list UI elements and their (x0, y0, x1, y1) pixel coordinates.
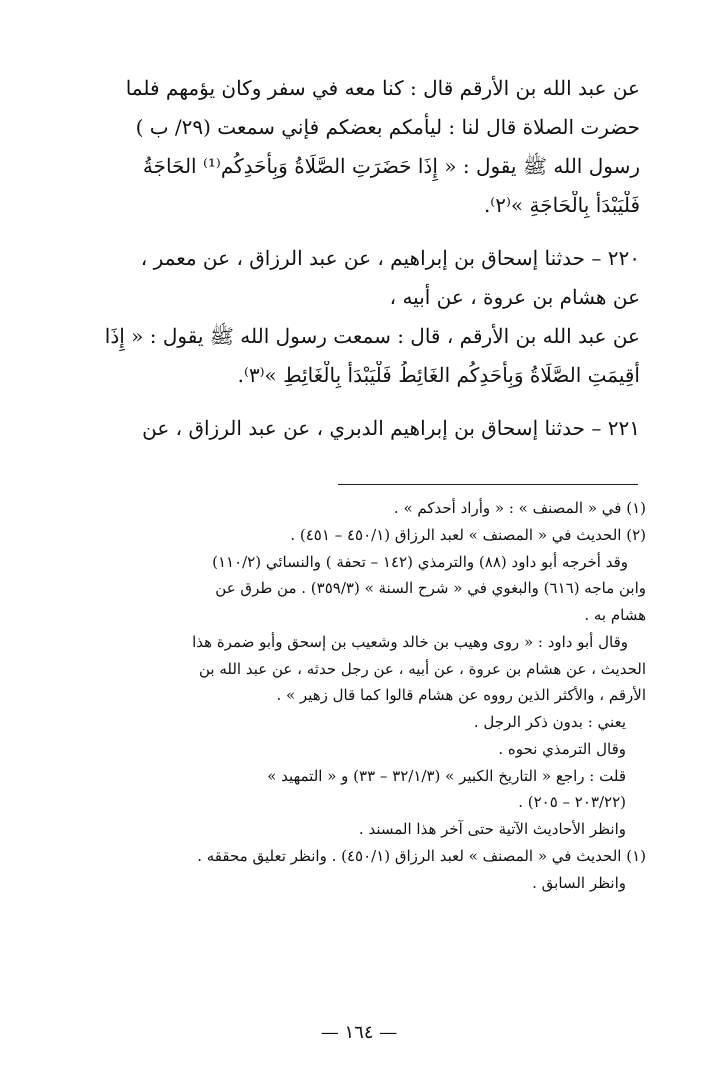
text-line: عن عبد الله بن الأرقم قال : كنا معه في سفر وكان يؤمهم فلما (125, 76, 640, 100)
text-line: رسول الله ﷺ يقول : « إِذَا حَضَرَتِ الصَّلَاةُ وَبِأَحَدِكُم⁽¹⁾ الحَاجَةُ (142, 154, 640, 178)
footnote-line: وقال أبو داود : « روى وهيب بن خالد وشعيب بن إسحق وأبو ضمرة هذا (192, 632, 628, 651)
text-line: ٢٢١ – حدثنا إسحاق بن إبراهيم الدبري ، عن عبد الرزاق ، عن (142, 416, 640, 440)
footnote-line: وانظر السابق . (532, 873, 626, 892)
footnote-line: (١) في « المصنف » : « وأراد أحدكم » . (393, 499, 646, 517)
footnote-line: وقال الترمذي نحوه . (498, 739, 626, 758)
footnote-line: (٢) الحديث في « المصنف » لعبد الرزاق (٤٥٠/١ – ٤٥١) . (290, 525, 646, 544)
footnote-line: هشام به . (584, 606, 646, 624)
text-line: أُقِيمَتِ الصَّلَاةُ وَبِأَحَدِكُم الغَائِطُ فَلْيَبْدَأْ بِالْغَائِطِ »⁽٣⁾. (237, 363, 640, 387)
footnote-divider (338, 484, 638, 485)
text-line: حضرت الصلاة قال لنا : ليأمكم بعضكم فإني سمعت (٢٩/ ب ) (135, 115, 640, 139)
text-line: فَلْيَبْدَأْ بِالْحَاجَةِ »⁽٢⁾. (483, 193, 640, 217)
footnote-line: (٢٠٣/٢٢ – ٢٠٥) . (518, 793, 626, 812)
footnote-line: وقد أخرجه أبو داود (٨٨) والترمذي (١٤٢ – تحفة ) والنسائي (١١٠/٢) (212, 552, 628, 571)
footnote-line: يعني : بدون ذكر الرجل . (473, 713, 626, 731)
page-number: — ١٦٤ — (320, 1022, 398, 1043)
footnote-line: (١) الحديث في « المصنف » لعبد الرزاق (٤٥٠/١) . وانظر تعليق محققه . (197, 846, 646, 865)
footnote-line: الحديث ، عن هشام بن عروة ، عن أبيه ، عن رجل حدثه ، عن عبد الله بن (198, 659, 646, 678)
text-line: ٢٢٠ – حدثنا إسحاق بن إبراهيم ، عن عبد الرزاق ، عن معمر ، (140, 246, 640, 270)
main-text (80, 74, 640, 453)
hadith-221 (80, 414, 640, 443)
footnotes (71, 498, 646, 899)
footnote-line: قلت : راجع « التاريخ الكبير » (٣٢/١/٣ – ٣٣) و « التمهيد » (267, 766, 626, 785)
text-line: عن عبد الله بن الأرقم ، قال : سمعت رسول الله ﷺ يقول : « إِذَا (104, 324, 640, 348)
footnote-line: وانظر الأحاديث الآتية حتى آخر هذا المسند . (358, 820, 626, 838)
hadith-220 (80, 244, 640, 390)
footnote-line: الأرقم ، والأكثر الذين رووه عن هشام قالوا كما قال زهير » . (276, 686, 646, 705)
text-line: عن هشام بن عروة ، عن أبيه ، (389, 285, 640, 309)
paragraph-continuation (80, 74, 640, 220)
footnote-line: وابن ماجه (٦١٦) والبغوي في « شرح السنة » (٣٥٩/٣) . من طرق عن (215, 579, 646, 598)
